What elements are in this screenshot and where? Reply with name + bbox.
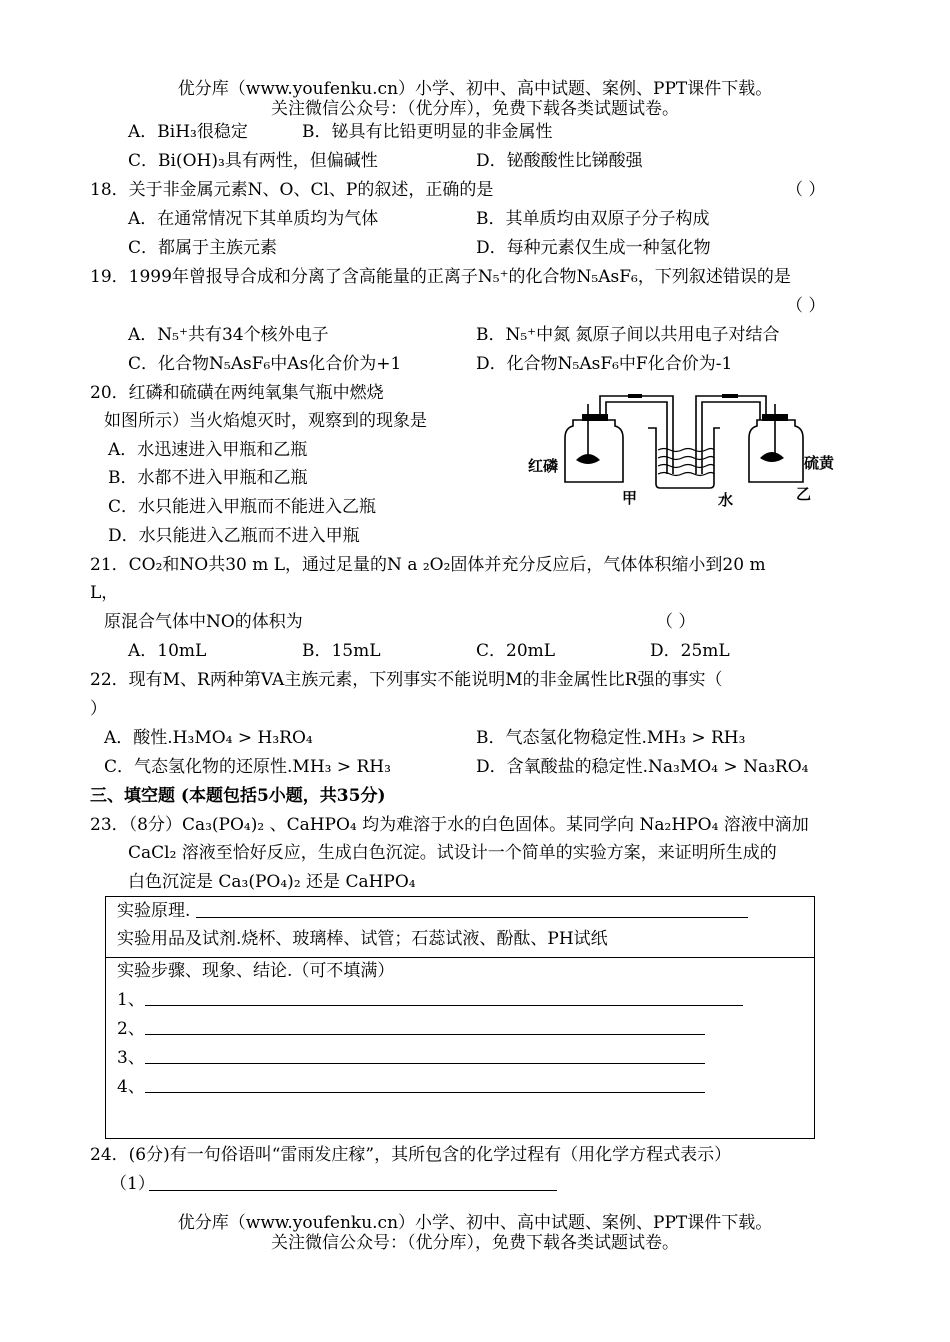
q21-option-b: B．15mL: [302, 641, 381, 661]
q19-stem: 19．1999年曾报导合成和分离了含高能量的正离子N₅⁺的化合物N₅AsF₆，下列叙述错误的是: [90, 267, 791, 287]
q17-option-a: A．BiH₃很稳定: [128, 122, 248, 142]
steps-title: 实验步骤、现象、结论.（可不填满）: [117, 961, 395, 981]
q23-stem-2: CaCl₂ 溶液至恰好反应，生成白色沉淀。试设计一个简单的实验方案，来证明所生成的: [128, 843, 777, 863]
q18-option-b: B．其单质均由双原子分子构成: [476, 209, 710, 229]
q20-option-b: B．水都不进入甲瓶和乙瓶: [108, 468, 308, 488]
q24-item-1-label: （1）: [110, 1174, 155, 1194]
q20-stem-2: 如图所示）当火焰熄灭时，观察到的现象是: [104, 411, 427, 431]
q17-option-d: D．铋酸酸性比锑酸强: [476, 151, 643, 171]
q19-answer-bracket: （ ）: [786, 296, 826, 316]
q23-stem-3: 白色沉淀是 Ca₃(PO₄)₂ 还是 CaHPO₄: [128, 872, 416, 892]
q20-option-d: D．水只能进入乙瓶而不进入甲瓶: [108, 526, 360, 546]
q19-option-b: B．N₅⁺中氮 氮原子间以共用电子对结合: [476, 325, 780, 345]
q18-option-c: C．都属于主族元素: [128, 238, 278, 258]
sulfur-sample: [760, 452, 784, 462]
step-4-answer-line[interactable]: [145, 1092, 705, 1093]
step-2-answer-line[interactable]: [145, 1034, 705, 1035]
step-1-label: 1、: [117, 990, 145, 1010]
bottle-yi: [749, 420, 803, 482]
q18-option-d: D．每种元素仅生成一种氢化物: [476, 238, 711, 258]
q22-option-d: D．含氧酸盐的稳定性.Na₃MO₄ > Na₃RO₄: [476, 757, 809, 777]
q18-stem: 18．关于非金属元素N、O、Cl、P的叙述，正确的是: [90, 180, 494, 200]
q22-stem-1: 22．现有M、R两种第VA主族元素，下列事实不能说明M的非金属性比R强的事实（: [90, 670, 723, 690]
stopper-jia: [582, 414, 608, 421]
header-line-2: 关注微信公众号：（优分库），免费下载各类试题试卷。: [271, 99, 679, 119]
q17-option-b: B．铋具有比铅更明显的非金属性: [302, 122, 553, 142]
footer-line-1: 优分库（www.youfenku.cn）小学、初中、高中试题、案例、PPT课件下载。: [177, 1213, 773, 1233]
header-line-1: 优分库（www.youfenku.cn）小学、初中、高中试题、案例、PPT课件下载。: [177, 79, 773, 99]
q22-option-b: B．气态氢化物稳定性.MH₃ > RH₃: [476, 728, 746, 748]
figure-label-sulfur: 硫黄: [804, 454, 835, 472]
figure-label-jia: 甲: [622, 489, 638, 507]
q21-stem-2: L，: [90, 583, 119, 603]
q21-option-d: D．25mL: [650, 641, 730, 661]
rubber-connector-right: [722, 394, 738, 398]
figure-label-water: 水: [718, 491, 734, 509]
q17-option-c: C．Bi(OH)₃具有两性，但偏碱性: [128, 151, 378, 171]
red-phosphorus-sample: [576, 454, 600, 464]
materials-text: 实验用品及试剂.烧杯、玻璃棒、试管；石蕊试液、酚酞、PH试纸: [117, 929, 608, 949]
q21-option-a: A．10mL: [128, 641, 207, 661]
q21-answer-bracket: （ ）: [656, 612, 696, 632]
q19-option-c: C．化合物N₅AsF₆中As化合价为+1: [128, 354, 402, 374]
q19-option-a: A．N₅⁺共有34个核外电子: [128, 325, 329, 345]
q19-option-d: D．化合物N₅AsF₆中F化合价为-1: [476, 354, 733, 374]
figure-label-red-phosphorus: 红磷: [528, 457, 559, 475]
q18-option-a: A．在通常情况下其单质均为气体: [128, 209, 379, 229]
q22-option-c: C．气态氢化物的还原性.MH₃ > RH₃: [104, 757, 391, 777]
principle-label: 实验原理.: [117, 901, 191, 921]
q18-answer-bracket: （ ）: [786, 180, 826, 200]
table-divider: [105, 957, 814, 958]
footer-line-2: 关注微信公众号：（优分库），免费下载各类试题试卷。: [271, 1233, 679, 1253]
figure-label-yi: 乙: [796, 485, 812, 503]
step-1-answer-line[interactable]: [145, 1005, 743, 1006]
q20-option-c: C．水只能进入甲瓶而不能进入乙瓶: [108, 497, 377, 517]
section-3-title: 三、填空题 (本题包括5小题，共35分): [90, 786, 386, 806]
q21-option-c: C．20mL: [476, 641, 556, 661]
step-3-label: 3、: [117, 1048, 145, 1068]
q20-option-a: A．水迅速进入甲瓶和乙瓶: [108, 440, 308, 460]
q21-stem-3: 原混合气体中NO的体积为: [104, 612, 303, 632]
bottle-jia: [565, 420, 623, 482]
q20-stem-1: 20．红磷和硫磺在两纯氧集气瓶中燃烧: [90, 383, 384, 403]
q23-stem-1: 23．（8分）Ca₃(PO₄)₂ 、CaHPO₄ 均为难溶于水的白色固体。某同学向 Na₂HPO₄ 溶液中滴加: [90, 815, 809, 835]
q22-stem-2: ）: [90, 699, 107, 719]
principle-answer-line[interactable]: [196, 917, 748, 918]
q21-stem-1: 21．CO₂和NO共30 m L，通过足量的N a ₂O₂固体并充分反应后，气体体积缩小到20 m: [90, 555, 766, 575]
step-4-label: 4、: [117, 1077, 145, 1097]
step-2-label: 2、: [117, 1019, 145, 1039]
q24-item-1-answer-line[interactable]: [149, 1190, 557, 1191]
q24-stem: 24．(6分)有一句俗语叫“雷雨发庄稼”，其所包含的化学过程有（用化学方程式表示）: [90, 1145, 732, 1165]
step-3-answer-line[interactable]: [145, 1063, 705, 1064]
stopper-yi: [762, 414, 788, 421]
q22-option-a: A．酸性.H₃MO₄ > H₃RO₄: [104, 728, 313, 748]
rubber-connector-left: [628, 394, 642, 398]
